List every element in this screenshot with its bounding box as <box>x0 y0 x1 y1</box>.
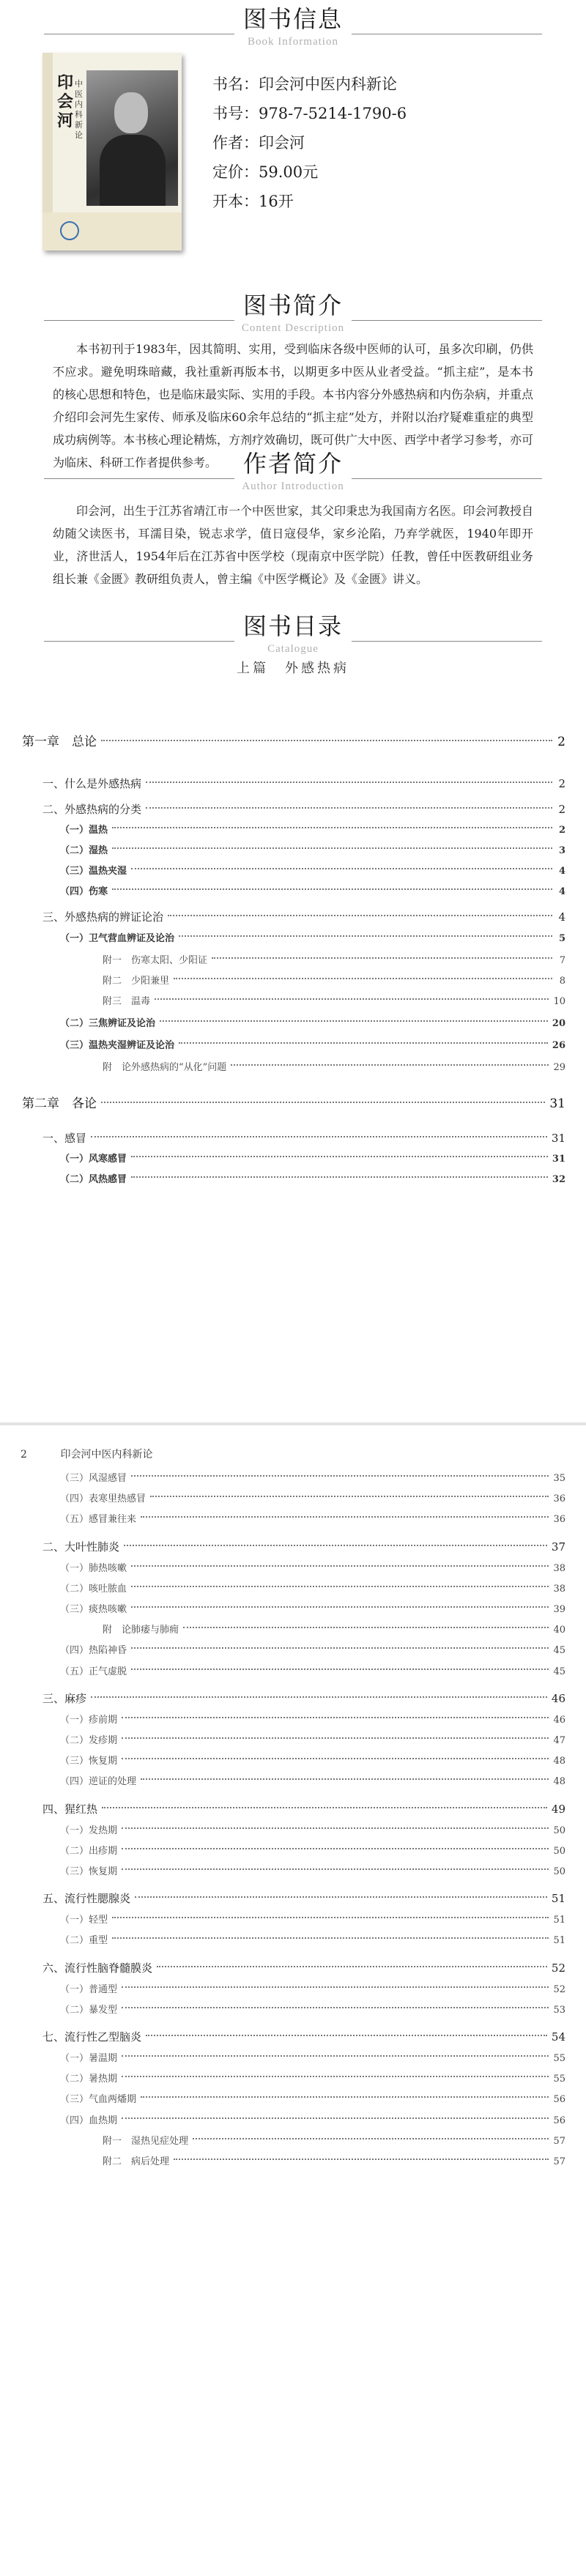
toc-entry <box>60 1863 565 1882</box>
intro-text: 本书初刊于1983年，因其简明、实用，受到临床各级中医师的认可，虽多次印刷，仍供不应求。避免明珠暗藏，我社重新再版本书，以期更多中医从业者受益。“抓主症”，是本书的核心思想和特色，也是临床最实际、实用的手段。本书内容分外感热病和内伤杂病，并重点介绍印会河先生家传、师承及临床60余年总结的“抓主症”处方，并附以治疗疑难重症的典型成功病例等。本书核心理论精炼，方剂疗效确切，既可供广大中医、西学中者学习参考，亦可为临床、科研工作者提供参考。 <box>53 342 534 469</box>
toc-entry-page: 51 <box>551 1892 565 1906</box>
info-price: 定价：59.00元 <box>212 163 319 181</box>
running-book-title: 印会河中医内科新论 <box>60 1449 153 1460</box>
toc-leader-dots <box>91 1696 547 1698</box>
toc-entry-page: 7 <box>559 955 565 966</box>
toc-leader-dots <box>131 1475 549 1477</box>
intro-subtitle: Content Description <box>241 322 345 334</box>
toc-entry <box>42 774 565 793</box>
toc-entry-page: 8 <box>559 976 565 987</box>
toc-leader-dots <box>112 1937 549 1939</box>
toc-entry-title: （二）暑热期 <box>60 2074 118 2085</box>
toc-entry <box>60 1014 565 1033</box>
running-page-number: 2 <box>21 1449 27 1460</box>
book-info-list <box>212 70 407 216</box>
toc-leader-dots <box>179 1042 548 1044</box>
toc-entry <box>60 1510 565 1529</box>
toc-entry-page: 50 <box>553 1845 565 1857</box>
toc-leader-dots <box>131 1669 549 1670</box>
toc-entry <box>42 1800 565 1819</box>
toc-entry-title: （二）重型 <box>60 1935 108 1947</box>
toc-entry-title: 一、感冒 <box>42 1132 87 1145</box>
toc-entry-title: 第二章 各论 <box>22 1096 97 1111</box>
toc-entry <box>60 2001 565 2020</box>
toc-entry-page: 31 <box>551 1132 565 1145</box>
toc-entry-page: 50 <box>553 1866 565 1877</box>
book-info-title: 图书信息 <box>242 5 343 33</box>
divider <box>44 641 234 642</box>
toc-entry-title: （四）热陷神昏 <box>60 1645 127 1657</box>
toc-entry <box>60 1600 565 1619</box>
toc-entry-title: （三）恢复期 <box>60 1866 118 1877</box>
toc-entry <box>42 1959 565 1978</box>
toc-leader-dots <box>131 1156 548 1157</box>
toc-entry-page: 57 <box>553 2135 565 2147</box>
toc-entry-page: 57 <box>553 2156 565 2167</box>
toc-leader-dots <box>101 740 552 741</box>
toc-leader-dots <box>91 1136 547 1137</box>
toc-entry-page: 54 <box>551 2030 565 2044</box>
toc-leader-dots <box>131 1647 549 1649</box>
toc-entry-page: 37 <box>551 1540 565 1554</box>
toc-entry-page: 39 <box>553 1604 565 1615</box>
toc-entry-page: 52 <box>551 1961 565 1975</box>
toc-entry-title: （三）恢复期 <box>60 1756 118 1767</box>
divider <box>352 478 542 479</box>
toc-leader-dots <box>146 2035 547 2036</box>
toc-leader-dots <box>131 1586 549 1587</box>
running-header <box>21 1447 152 1461</box>
toc-entry <box>60 1150 565 1169</box>
toc-entry-page: 5 <box>558 933 565 944</box>
toc-entry-title: 二、外感热病的分类 <box>42 803 142 816</box>
page-separator <box>0 1422 586 1425</box>
toc-entry-page: 51 <box>553 1935 565 1947</box>
toc-entry-page: 35 <box>553 1473 565 1484</box>
toc-entry-page: 20 <box>552 1018 565 1029</box>
toc-entry-title: 附一 伤寒太阳、少阳证 <box>103 955 208 966</box>
toc-entry-page: 2 <box>557 735 565 749</box>
toc-entry-title: （二）出疹期 <box>60 1845 118 1857</box>
toc-leader-dots <box>168 915 552 916</box>
toc-leader-dots <box>179 935 552 937</box>
toc-entry <box>60 1822 565 1841</box>
catalogue-subtitle: Catalogue <box>267 643 319 655</box>
toc-entry <box>60 2090 565 2109</box>
toc-entry-page: 36 <box>553 1493 565 1505</box>
toc-entry <box>60 929 565 949</box>
toc-entry-page: 56 <box>553 2094 565 2106</box>
toc-entry <box>103 1058 565 1077</box>
toc-leader-dots <box>146 782 552 783</box>
toc-entry-page: 31 <box>549 1096 565 1111</box>
toc-entry-title: （一）暑温期 <box>60 2053 118 2064</box>
toc-entry-page: 52 <box>553 1983 565 1995</box>
toc-leader-dots <box>122 2007 549 2008</box>
toc-entry-title: （一）肺热咳嗽 <box>60 1562 127 1574</box>
toc-leader-dots <box>212 957 552 959</box>
toc-leader-dots <box>112 827 552 828</box>
toc-leader-dots <box>112 888 552 890</box>
toc-leader-dots <box>160 1020 548 1022</box>
toc-entry <box>60 862 565 881</box>
toc-entry-page: 45 <box>553 1645 565 1657</box>
toc-entry <box>42 1689 565 1708</box>
toc-entry <box>60 1580 565 1599</box>
toc-entry-title: （二）暴发型 <box>60 2004 118 2016</box>
toc-entry-title: （二）三焦辨证及论治 <box>60 1018 156 1029</box>
toc-entry-title: 附 论肺痿与肺痈 <box>103 1625 179 1636</box>
toc-entry-page: 48 <box>553 1776 565 1788</box>
toc-entry-title: （三）气血两燔期 <box>60 2094 137 2106</box>
toc-entry <box>60 1036 565 1055</box>
toc-entry <box>60 2112 565 2131</box>
toc-entry-page: 55 <box>553 2074 565 2085</box>
toc-entry-title: （二）风热感冒 <box>60 1174 127 1185</box>
toc-entry-page: 46 <box>553 1714 565 1726</box>
toc-leader-dots <box>131 868 552 869</box>
toc-entry-title: 附二 少阳兼里 <box>103 976 170 987</box>
toc-entry-page: 10 <box>553 996 565 1007</box>
toc-entry-title: （三）痰热咳嗽 <box>60 1604 127 1615</box>
divider <box>352 641 542 642</box>
toc-leader-dots <box>146 807 552 809</box>
toc-entry-page: 29 <box>553 1062 565 1073</box>
toc-leader-dots <box>174 978 552 979</box>
toc-entry <box>103 972 565 991</box>
toc-entry-title: （一）普通型 <box>60 1983 118 1995</box>
toc-leader-dots <box>131 1176 548 1178</box>
toc-entry <box>42 1129 565 1148</box>
toc-leader-dots <box>131 1565 549 1567</box>
toc-entry-title: 附一 湿热见症处理 <box>103 2135 189 2147</box>
toc-entry <box>103 951 565 970</box>
toc-entry-title: （二）咳吐脓血 <box>60 1583 127 1595</box>
info-format: 开本：16开 <box>212 193 294 210</box>
toc-entry-title: （二）发疹期 <box>60 1735 118 1746</box>
info-isbn: 书号：978-7-5214-1790-6 <box>212 105 407 122</box>
toc-entry-title: 二、大叶性肺炎 <box>42 1540 120 1554</box>
toc-entry <box>60 821 565 840</box>
toc-leader-dots <box>150 1496 549 1497</box>
publisher-logo-icon <box>60 221 79 240</box>
toc-entry-page: 38 <box>553 1583 565 1595</box>
author-subtitle: Author Introduction <box>242 480 344 492</box>
toc-entry-page: 32 <box>552 1174 565 1185</box>
intro-title: 图书简介 <box>242 292 343 319</box>
toc-entry <box>60 1842 565 1861</box>
toc-entry-title: 附二 病后处理 <box>103 2156 170 2167</box>
toc-entry <box>60 1469 565 1488</box>
toc-leader-dots <box>122 1758 549 1759</box>
book-info-subtitle: Book Information <box>248 36 338 48</box>
toc-entry <box>60 883 565 902</box>
toc-entry-page: 31 <box>552 1154 565 1165</box>
toc-entry-page: 40 <box>553 1625 565 1636</box>
toc-entry-page: 50 <box>553 1825 565 1836</box>
book-info-header <box>0 4 586 48</box>
toc-entry-page: 38 <box>553 1562 565 1574</box>
toc-entry <box>60 1931 565 1950</box>
toc-entry <box>60 1663 565 1682</box>
toc-entry <box>42 2027 565 2046</box>
info-author: 作者：印会河 <box>212 134 305 152</box>
divider <box>44 478 234 479</box>
toc-entry <box>60 1170 565 1189</box>
toc-leader-dots <box>122 1827 549 1829</box>
toc-entry-page: 3 <box>558 845 565 856</box>
toc-entry <box>42 1889 565 1908</box>
toc-entry-title: 七、流行性乙型脑炎 <box>42 2030 142 2044</box>
intro-header <box>0 291 586 335</box>
toc-entry <box>42 800 565 819</box>
toc-leader-dots <box>102 1807 547 1808</box>
toc-leader-dots <box>231 1064 549 1066</box>
author-text: 印会河，出生于江苏省靖江市一个中医世家，其父印秉忠为我国南方名医。印会河教授自幼随父读医书，耳濡目染，锐志求学，值日寇侵华，家乡沦陷，乃弃学就医，1940年即开业，济世活人，1954年后在江苏省中医学校（现南京中医学院）任教，曾任中医教研组业务组长兼《金匮》教研组负责人，曾主编《中医学概论》及《金匮》讲义。 <box>53 504 534 586</box>
toc-entry <box>60 1981 565 2000</box>
toc-entry <box>42 907 565 927</box>
toc-entry-title: 三、麻疹 <box>42 1691 87 1705</box>
author-face <box>114 92 148 133</box>
toc-entry <box>60 1911 565 1930</box>
toc-entry-page: 4 <box>558 910 565 924</box>
toc-entry <box>60 1711 565 1730</box>
toc-entry-title: （四）表寒里热感冒 <box>60 1493 146 1505</box>
toc-entry-page: 36 <box>553 1514 565 1526</box>
toc-entry <box>22 1094 565 1113</box>
info-book-name: 书名：印会河中医内科新论 <box>212 75 397 93</box>
toc-entry-page: 56 <box>553 2115 565 2126</box>
toc-entry-title: 五、流行性腮腺炎 <box>42 1892 131 1906</box>
catalogue-title: 图书目录 <box>242 612 343 640</box>
toc-entry-title: （一）轻型 <box>60 1915 108 1926</box>
toc-entry <box>60 1752 565 1771</box>
toc-entry-title: （三）温热夹湿 <box>60 866 127 877</box>
toc-leader-dots <box>124 1545 547 1546</box>
toc-entry-page: 51 <box>553 1915 565 1926</box>
toc-leader-dots <box>157 1966 547 1967</box>
toc-entry-title: （三）温热夹湿辨证及论治 <box>60 1040 175 1051</box>
toc-leader-dots <box>122 2055 549 2057</box>
toc-entry-title: （四）伤寒 <box>60 886 108 897</box>
author-title: 作者简介 <box>242 450 343 478</box>
author-body <box>100 135 166 206</box>
toc-leader-dots <box>155 998 549 1000</box>
toc-leader-dots <box>122 1868 549 1870</box>
toc-entry-title: 附三 温毒 <box>103 996 151 1007</box>
toc-entry-page: 49 <box>551 1802 565 1816</box>
author-photo <box>86 70 178 206</box>
toc-entry-title: （五）感冒兼往来 <box>60 1514 137 1526</box>
toc-entry <box>103 2153 565 2172</box>
toc-entry-title: 第一章 总论 <box>22 735 97 749</box>
toc-entry-title: 一、什么是外感热病 <box>42 777 142 790</box>
toc-entry <box>60 1641 565 1660</box>
toc-leader-dots <box>122 1986 549 1988</box>
toc-entry-page: 2 <box>558 803 565 816</box>
toc-entry-title: 四、猩红热 <box>42 1802 98 1816</box>
toc-leader-dots <box>122 1737 549 1739</box>
toc-entry-page: 4 <box>558 886 565 897</box>
toc-entry-title: 六、流行性脑脊髓膜炎 <box>42 1961 153 1975</box>
toc-entry-title: （一）发热期 <box>60 1825 118 1836</box>
toc-entry-title: （一）卫气营血辨证及论治 <box>60 933 175 944</box>
toc-entry-title: （一）疹前期 <box>60 1714 118 1726</box>
toc-entry-title: （四）血热期 <box>60 2115 118 2126</box>
toc-leader-dots <box>122 1848 549 1849</box>
toc-entry-title: （二）湿热 <box>60 845 108 856</box>
toc-leader-dots <box>101 1102 545 1103</box>
book-cover <box>42 53 182 250</box>
toc-entry <box>60 1731 565 1751</box>
divider <box>44 320 234 321</box>
toc-entry-title: （一）风寒感冒 <box>60 1154 127 1165</box>
toc-entry-page: 55 <box>553 2053 565 2064</box>
toc-entry <box>60 2049 565 2068</box>
toc-entry <box>103 2132 565 2151</box>
toc-entry <box>60 1773 565 1792</box>
toc-leader-dots <box>141 2096 549 2098</box>
toc-entry <box>103 1621 565 1640</box>
toc-leader-dots <box>193 2138 549 2139</box>
toc-entry <box>22 732 565 751</box>
cover-subtitle: 中医内科新论 <box>75 79 83 140</box>
catalogue-header <box>0 612 586 656</box>
toc-entry-title: （四）逆证的处理 <box>60 1776 137 1788</box>
toc-leader-dots <box>174 2159 549 2160</box>
toc-entry-title: 三、外感热病的辨证论治 <box>42 910 164 924</box>
toc-entry-title: （三）风湿感冒 <box>60 1473 127 1484</box>
toc-leader-dots <box>135 1896 547 1898</box>
toc-entry-page: 46 <box>551 1691 565 1705</box>
toc-entry-title: 附 论外感热病的“从化”问题 <box>103 1062 227 1073</box>
toc-entry-page: 2 <box>558 825 565 836</box>
toc-leader-dots <box>112 847 552 849</box>
toc-leader-dots <box>183 1627 549 1628</box>
toc-entry <box>60 842 565 861</box>
toc-entry <box>42 1537 565 1556</box>
toc-leader-dots <box>131 1606 549 1608</box>
toc-entry-page: 4 <box>558 866 565 877</box>
toc-leader-dots <box>141 1778 549 1780</box>
toc-entry-page: 2 <box>558 777 565 790</box>
toc-leader-dots <box>141 1516 549 1518</box>
toc-entry-title: （五）正气虚脱 <box>60 1666 127 1677</box>
toc-leader-dots <box>122 2117 549 2119</box>
cover-title: 印会河 <box>57 73 74 130</box>
toc-entry-page: 48 <box>553 1756 565 1767</box>
toc-entry-page: 53 <box>553 2004 565 2016</box>
toc-entry-page: 47 <box>553 1735 565 1746</box>
toc-entry <box>60 1490 565 1509</box>
toc-entry-page: 45 <box>553 1666 565 1677</box>
toc-entry-page: 26 <box>552 1040 565 1051</box>
toc-entry-title: （一）温热 <box>60 825 108 836</box>
author-header <box>0 449 586 493</box>
toc-entry <box>60 1559 565 1578</box>
catalogue-part-title: 上篇 外感热病 <box>237 661 349 676</box>
toc-entry <box>60 2070 565 2089</box>
divider <box>352 320 542 321</box>
toc-leader-dots <box>112 1917 549 1918</box>
toc-entry <box>103 992 565 1012</box>
toc-leader-dots <box>122 1717 549 1718</box>
toc-leader-dots <box>122 2076 549 2077</box>
